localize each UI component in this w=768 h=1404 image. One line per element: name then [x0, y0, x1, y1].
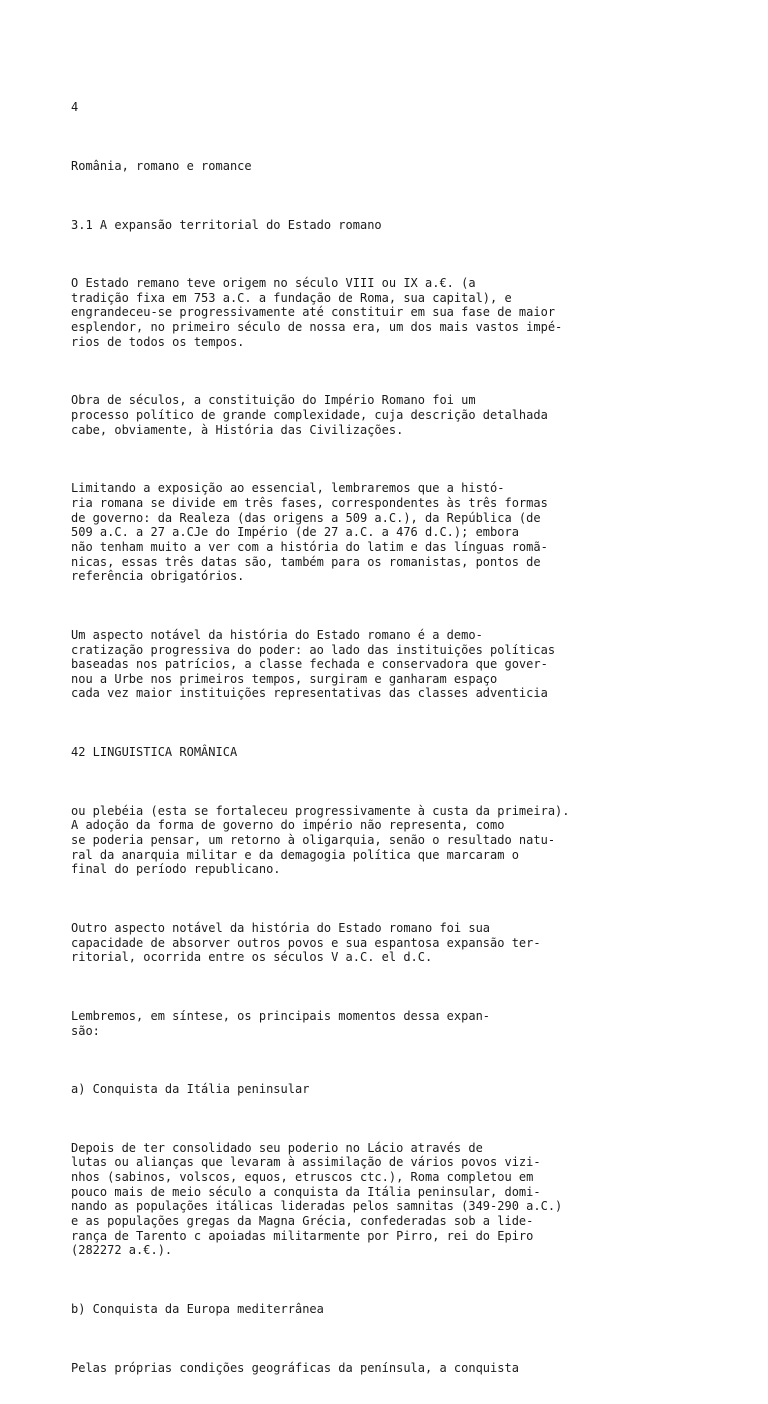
paragraph: Lembremos, em síntese, os principais momentos dessa expan- são: [71, 1008, 491, 1038]
paragraph: O Estado remano teve origem no século VIII ou IX a.€. (a tradição fixa em 753 a.C. a fundação de Roma, sua capital), e engrandeceu-se progressivamente até constituir em sua fase de maior esplendor, no primeiro século de nossa era, um dos mais vastos impé- rios de todos os tempos. [71, 276, 563, 349]
paragraph: Depois de ter consolidado seu poderio no Lácio através de lutas ou alianças que levaram à assimilação de vários povos vizi- nhos (sabinos, volscos, equos, etruscos ctc.), Roma completou em pouco mais de meio século a conquista da Itália peninsular, domi- nando as populações itálicas lideradas pelos samnitas (349-290 a.C.) e as populações gregas da Magna Grécia, confederadas sob a lide- rança de Tarento c apoiadas militarmente por Pirro, rei do Epiro (282272 a.€.). [71, 1140, 563, 1258]
document-page [71, 71, 761, 1404]
paragraph: Outro aspecto notável da história do Estado romano foi sua capacidade de absorver outros povos e sua espantosa expansão ter- ritorial, ocorrida entre os séculos V a.C. el d.C. [71, 920, 541, 965]
paragraph: Um aspecto notável da história do Estado romano é a demo- cratização progressiva do poder: ao lado das instituições políticas baseadas nos patrícios, a classe fechada e conservadora que gover- nou a Urbe nos primeiros tempos, surgiram e ganharam espaço cada vez maior instituições representativas das classes adventicia [71, 627, 556, 701]
paragraph: Pelas próprias condições geográficas da península, a conquista [71, 1360, 519, 1375]
subheading: a) Conquista da Itália peninsular [71, 1082, 310, 1097]
page-number: 4 [71, 100, 79, 115]
running-header: 42 LINGUISTICA ROMÂNICA [71, 745, 238, 760]
subheading: b) Conquista da Europa mediterrânea [71, 1301, 324, 1316]
paragraph: ou plebéia (esta se fortaleceu progressivamente à custa da primeira). A adoção da forma de governo do império não representa, como se poderia pensar, um retorno à oligarquia, senão o resultado natu- ral da anarquia militar e da demagogia política que marcaram o final do período republicano. [71, 803, 570, 877]
chapter-title: România, romano e romance [71, 158, 252, 173]
paragraph: Limitando a exposição ao essencial, lembraremos que a histó- ria romana se divide em três fases, correspondentes às três formas de governo: da Realeza (das origens a 509 a.C.), da República (de 509 a.C. a 27 a.CJe do Império (de 27 a.C. a 476 d.C.); embora não tenham muito a ver com a história do latim e das línguas romã- nicas, essas três datas são, também para os romanistas, pontos de referência obrigatórios. [71, 481, 548, 584]
paragraph: Obra de séculos, a constituição do Império Romano foi um processo político de grande complexidade, cuja descrição detalhada cabe, obviamente, à História das Civilizações. [71, 393, 548, 437]
section-title: 3.1 A expansão territorial do Estado romano [71, 217, 382, 232]
